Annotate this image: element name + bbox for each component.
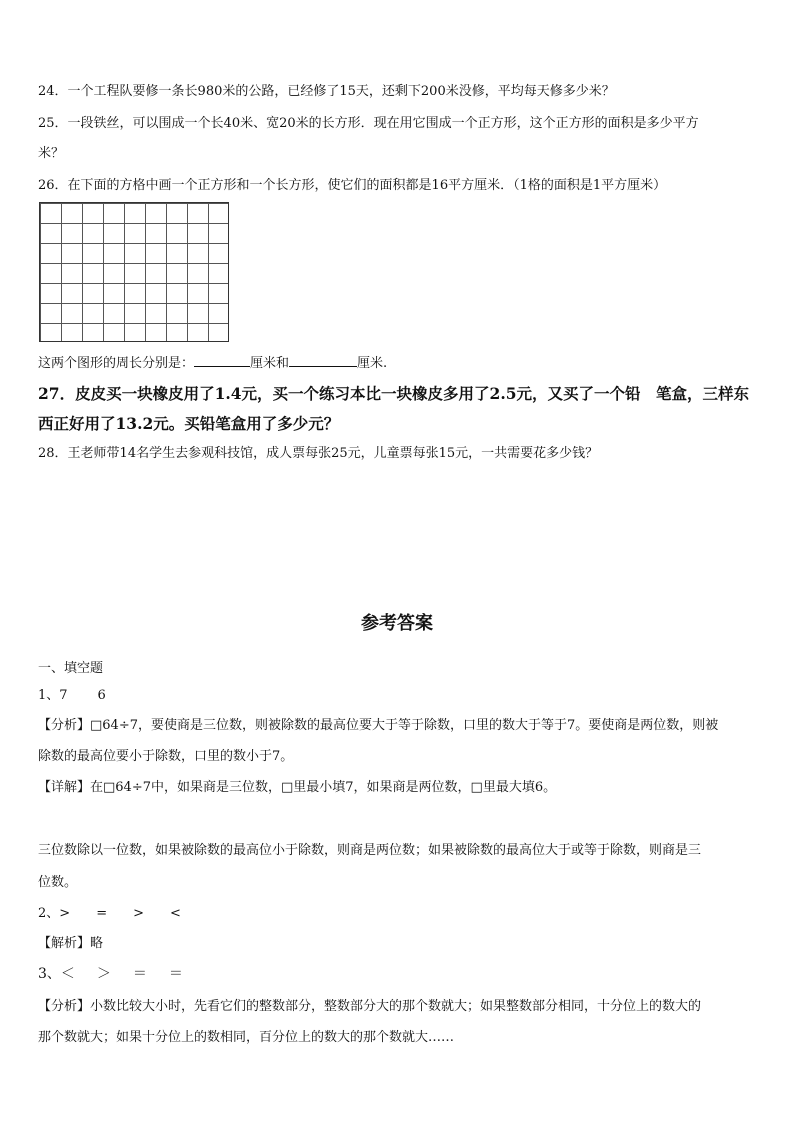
perimeter-prefix: 这两个图形的周长分别是：	[38, 356, 195, 371]
question-25-line2: 米？	[38, 146, 65, 161]
answer-1-summary-line2: 位数。	[38, 875, 78, 890]
answers-title: 参考答案	[361, 613, 433, 634]
question-26: 26．在下面的方格中画一个正方形和一个长方形，使它们的面积都是16平方厘米．（1格的面积是1平方厘米）	[38, 178, 667, 193]
answer-blank-1[interactable]	[194, 354, 250, 367]
answer-3-value: ＜	[60, 966, 75, 982]
answer-2-value: >	[59, 906, 71, 921]
question-27-line2: 西正好用了13.2元。买铅笔盒用了多少元？	[38, 414, 340, 433]
answer-3-value: ＝	[168, 966, 183, 982]
answer-1-value-2: 6	[97, 688, 106, 703]
answer-1-analysis-line2: 除数的最高位要小于除数，口里的数小于7。	[38, 749, 294, 764]
answer-2-number: 2、	[38, 906, 60, 921]
square-grid	[39, 202, 229, 342]
question-27-line1: 27．皮皮买一块橡皮用了1.4元，买一个练习本比一块橡皮多用了2.5元，又买了一个铅 笔盒，三样东	[38, 384, 750, 403]
question-25-line1: 25．一段铁丝，可以围成一个长40米、宽20米的长方形．现在用它围成一个正方形，这个正方形的面积是多少平方	[38, 116, 699, 131]
answer-1	[38, 688, 756, 704]
answer-1-number: 1、7	[38, 688, 68, 703]
answer-3-analysis-line1: 【分析】小数比较大小时，先看它们的整数部分，整数部分大的那个数就大；如果整数部分相同，十分位上的数大的	[38, 999, 702, 1014]
section-fill-blank: 一、填空题	[38, 661, 104, 676]
answer-2-value: >	[133, 906, 144, 921]
perimeter-unit-1: 厘米和	[250, 356, 290, 371]
answer-2-value: =	[96, 906, 108, 921]
question-28: 28．王老师带14名学生去参观科技馆，成人票每张25元，儿童票每张15元，一共需要花多少钱？	[38, 446, 599, 461]
answer-1-detail: 【详解】在□64÷7中，如果商是三位数，□里最小填7，如果商是两位数，□里最大填6。	[38, 780, 557, 795]
answer-1-analysis-line1: 【分析】□64÷7，要使商是三位数，则被除数的最高位要大于等于除数，口里的数大于等于7。要使商是两位数，则被	[38, 718, 719, 733]
answer-3-value: ＞	[96, 966, 111, 982]
question-26-perimeter	[38, 354, 756, 372]
answer-3	[38, 966, 756, 982]
answer-3-value: ＝	[132, 966, 147, 982]
answer-1-summary-line1: 三位数除以一位数，如果被除数的最高位小于除数，则商是两位数；如果被除数的最高位大于或等于除数，则商是三	[38, 843, 702, 858]
answer-3-analysis-line2: 那个数就大；如果十分位上的数相同，百分位上的数大的那个数就大……	[38, 1030, 455, 1045]
answer-2-analysis: 【解析】略	[38, 936, 104, 951]
answer-blank-2[interactable]	[289, 354, 357, 367]
perimeter-unit-2: 厘米.	[357, 356, 388, 371]
answer-2	[38, 906, 756, 922]
question-24: 24．一个工程队要修一条长980米的公路，已经修了15天，还剩下200米没修，平均每天修多少米？	[38, 84, 615, 99]
answer-3-number: 3、	[38, 966, 61, 982]
answer-2-value: <	[170, 906, 181, 921]
